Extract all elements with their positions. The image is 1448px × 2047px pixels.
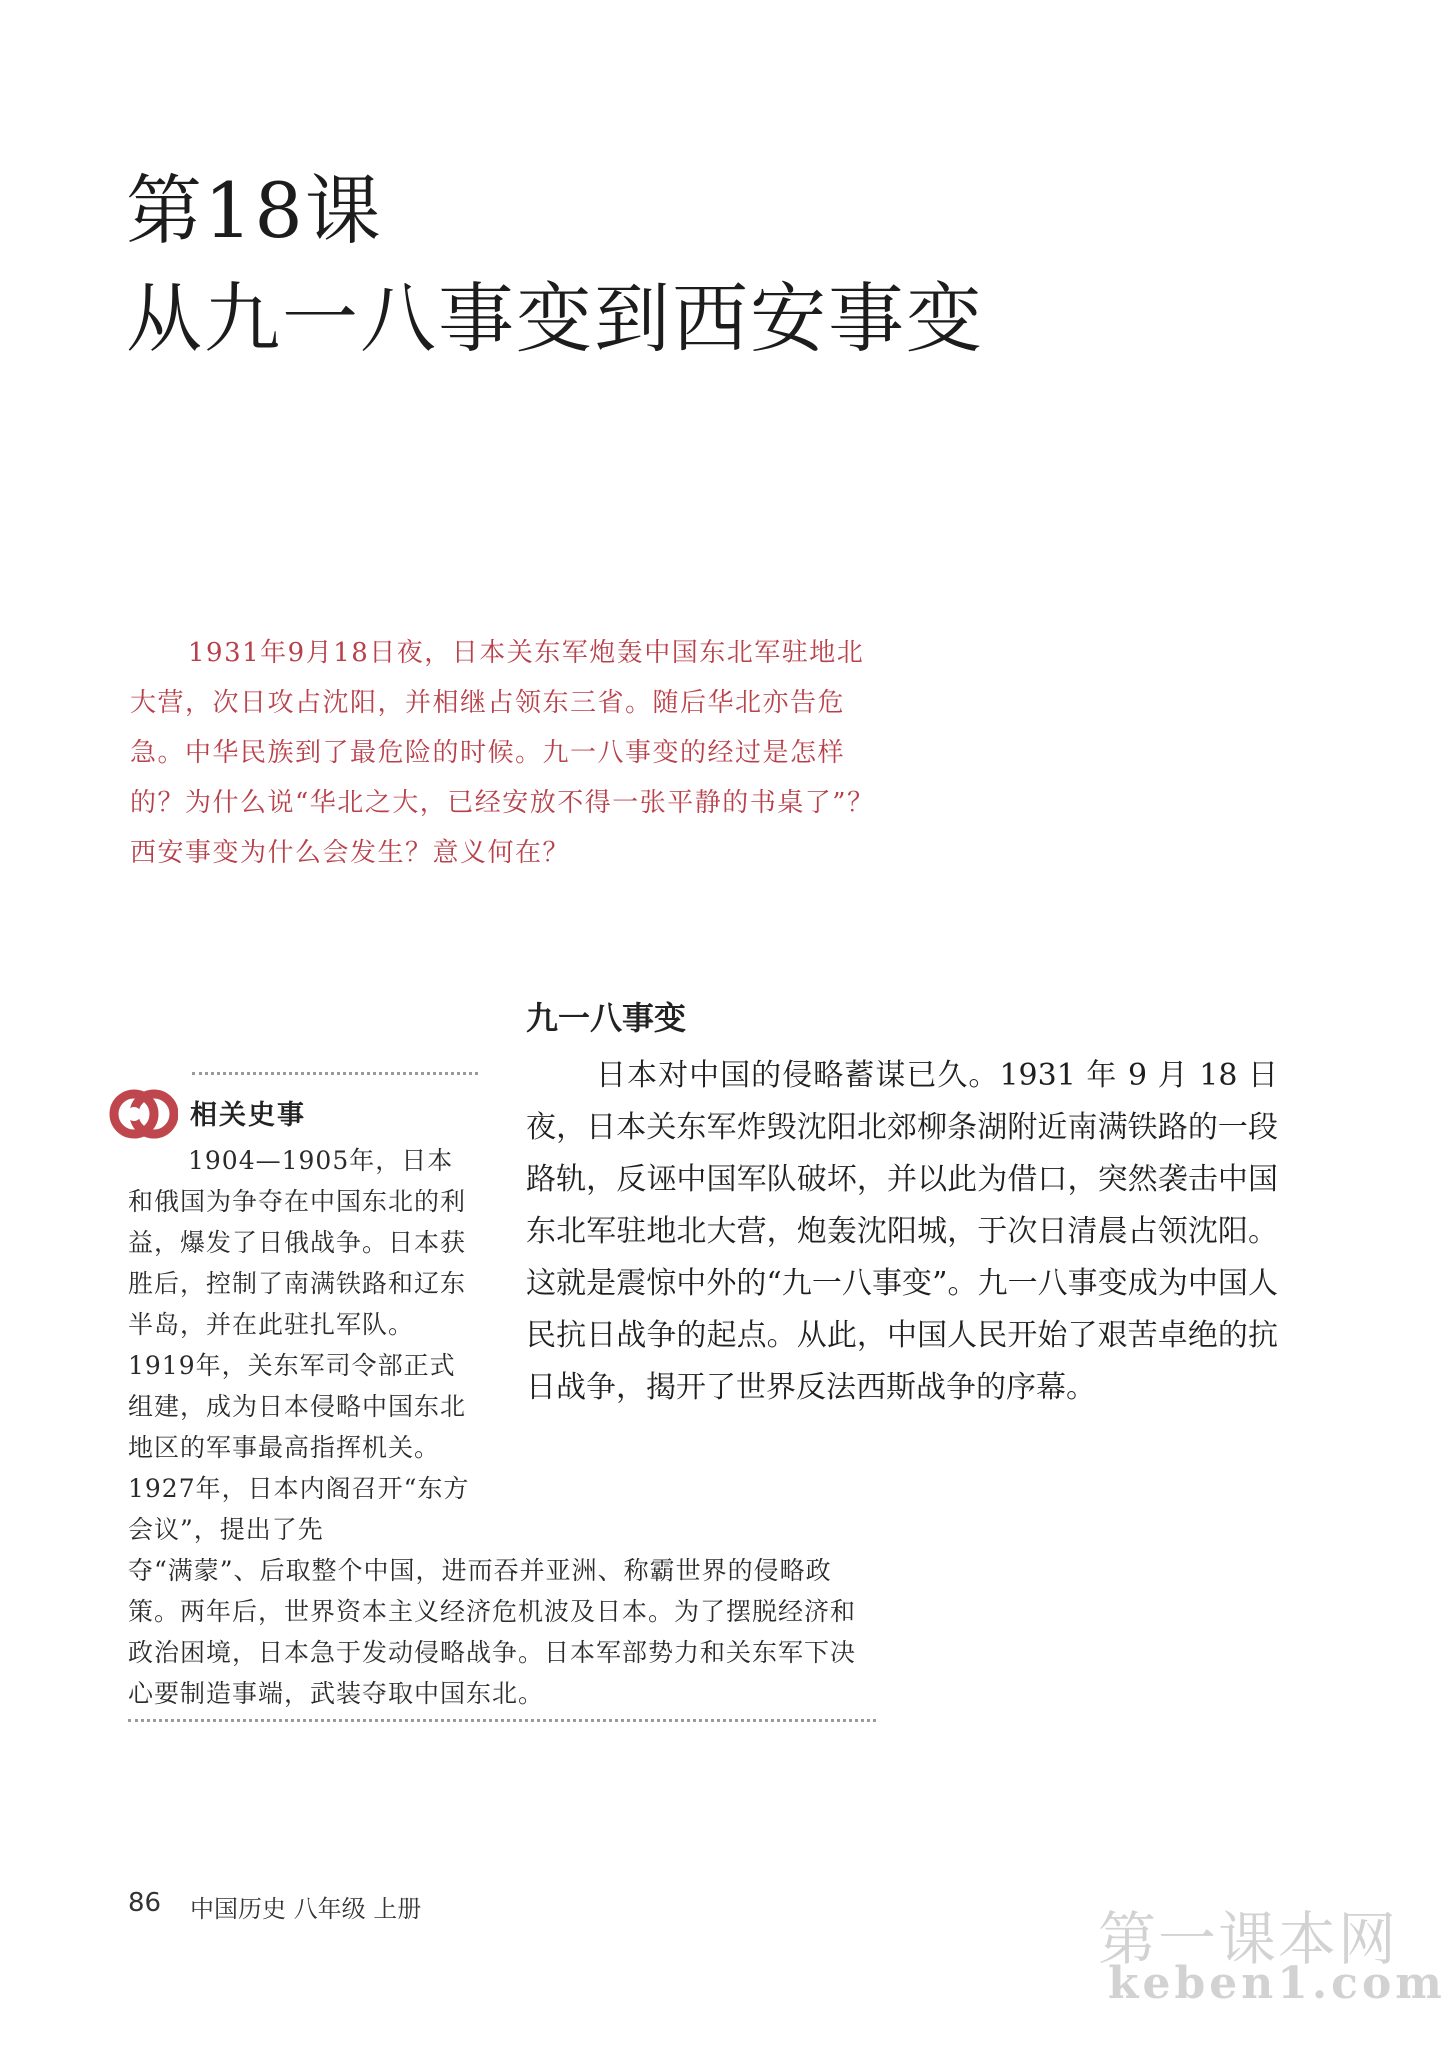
book-title: 中国历史 八年级 上册	[190, 1895, 422, 1923]
intro-paragraph: 1931年9月18日夜，日本关东军炮轰中国东北军驻地北大营，次日攻占沈阳，并相继占领东三省。随后华北亦告危急。中华民族到了最危险的时候。九一八事变的经过是怎样的？为什么说“华北之大，已经安放不得一张平静的书桌了”？西安事变为什么会发生？意义何在？	[130, 638, 875, 868]
sidebar-text-part1: 1904—1905年，日本和俄国为争夺在中国东北的利益，爆发了日俄战争。日本获胜后，控制了南满铁路和辽东半岛，并在此驻扎军队。1919年，关东军司令部正式组建，成为日本侵略中国东北地区的军事最高指挥机关。1927年，日本内阁召开“东方会议”，提出了先	[128, 1146, 470, 1544]
watermark-en: keben1.com	[1108, 1958, 1446, 2009]
sidebar-text	[128, 1140, 876, 1714]
lesson-number: 第18课	[126, 166, 383, 255]
section-paragraph: 日本对中国的侵略蓄谋已久。1931 年 9 月 18 日夜，日本关东军炸毁沈阳北郊柳条湖附近南满铁路的一段路轨，反诬中国军队破坏，并以此为借口，突然袭击中国东北军驻地北大营，炮轰沈阳城，于次日清晨占领沈阳。这就是震惊中外的“九一八事变”。九一八事变成为中国人民抗日战争的起点。从此，中国人民开始了艰苦卓绝的抗日战争，揭开了世界反法西斯战争的序幕。	[526, 1058, 1278, 1405]
sidebar-text-part2: 夺“满蒙”、后取整个中国，进而吞并亚洲、称霸世界的侵略政策。两年后，世界资本主义经济危机波及日本。为了摆脱经济和政治困境，日本急于发动侵略战争。日本军部势力和关东军下决心要制造事端，武装夺取中国东北。	[128, 1556, 857, 1708]
sidebar-bottom-divider	[128, 1719, 876, 1722]
page-number: 86	[128, 1888, 162, 1918]
watermark-cn: 第一课本网	[1098, 1905, 1399, 1973]
sidebar-title: 相关史事	[190, 1100, 306, 1131]
sidebar-top-divider	[192, 1072, 478, 1075]
lesson-title: 从九一八事变到西安事变	[126, 274, 984, 363]
section-heading: 九一八事变	[526, 999, 687, 1037]
